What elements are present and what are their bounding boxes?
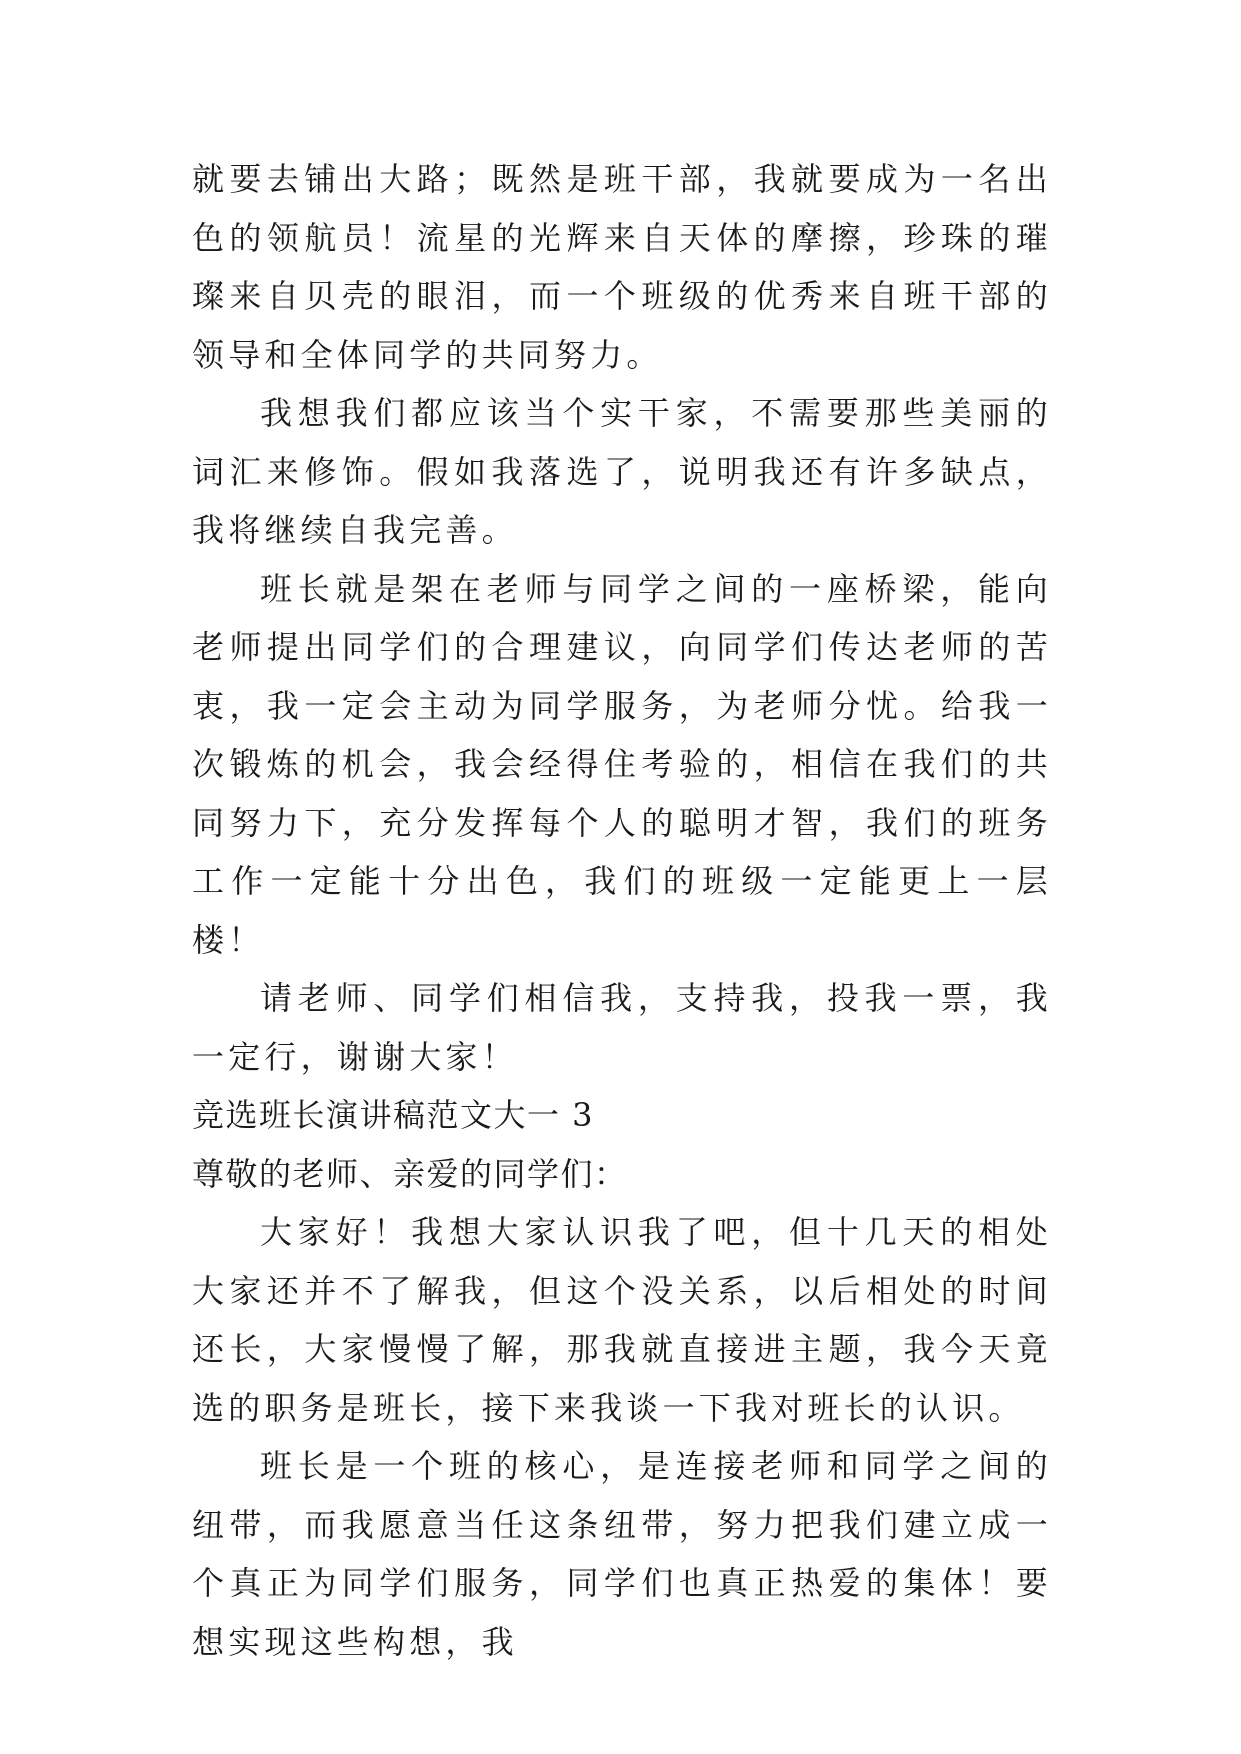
paragraph-2: 我想我们都应该当个实干家，不需要那些美丽的词汇来修饰。假如我落选了，说明我还有许多缺点，我将继续自我完善。: [192, 394, 1052, 549]
section-title: 竞选班长演讲稿范文大一 3: [192, 1096, 595, 1134]
document-page: [192, 150, 1052, 1671]
paragraph-5: 大家好！我想大家认识我了吧，但十几天的相处大家还并不了解我，但这个没关系，以后相处的时间还长，大家慢慢了解，那我就直接进主题，我今天竟选的职务是班长，接下来我谈一下我对班长的认识。: [192, 1213, 1052, 1427]
paragraph-3: 班长就是架在老师与同学之间的一座桥梁，能向老师提出同学们的合理建议，向同学们传达老师的苦衷，我一定会主动为同学服务，为老师分忧。给我一次锻炼的机会，我会经得住考验的，相信在我们的共同努力下，充分发挥每个人的聪明才智，我们的班务工作一定能十分出色，我们的班级一定能更上一层楼！: [192, 569, 1052, 959]
paragraph-4: 请老师、同学们相信我，支持我，投我一票，我一定行，谢谢大家！: [192, 979, 1052, 1076]
salutation: 尊敬的老师、亲爱的同学们：: [192, 1154, 628, 1193]
paragraph-1: 就要去铺出大路；既然是班干部，我就要成为一名出色的领航员！流星的光辉来自天体的摩擦，珍珠的璀璨来自贝壳的眼泪，而一个班级的优秀来自班干部的领导和全体同学的共同努力。: [192, 160, 1052, 374]
paragraph-6: 班长是一个班的核心，是连接老师和同学之间的纽带，而我愿意当任这条纽带，努力把我们建立成一个真正为同学们服务，同学们也真正热爱的集体！要想实现这些构想，我: [192, 1447, 1052, 1661]
